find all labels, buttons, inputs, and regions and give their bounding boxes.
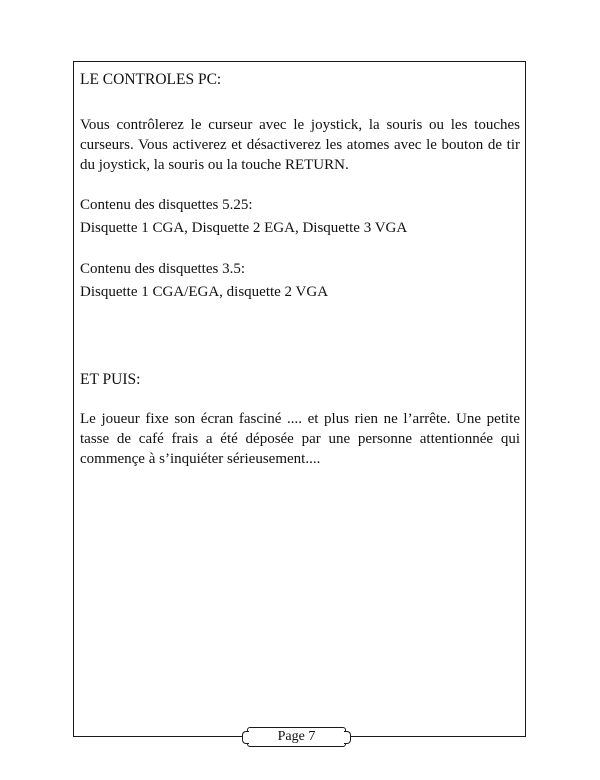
page-content <box>80 66 520 469</box>
disk-525-heading: Contenu des disquettes 5.25: <box>80 197 253 213</box>
epilogue-paragraph: Le joueur fixe son écran fasciné .... et plus rien ne l’arrête. Une petite tasse de café frais a été déposée par une personne attentionnée qui commençe à s’inquiéter sérieusement.... <box>80 411 520 467</box>
epilogue-heading: ET PUIS: <box>80 371 141 388</box>
disk-525-contents: Disquette 1 CGA, Disquette 2 EGA, Disquette 3 VGA <box>80 220 408 236</box>
controls-paragraph: Vous contrôlerez le curseur avec le joystick, la souris ou les touches curseurs. Vous activerez et désactiverez les atomes avec le bouton de tir du joystick, la souris ou la touche RETURN. <box>80 117 520 173</box>
disk-35-heading: Contenu des disquettes 3.5: <box>80 261 245 277</box>
page-number-label: Page 7 <box>247 727 346 747</box>
controls-heading: LE CONTROLES PC: <box>80 71 222 88</box>
disk-35-contents: Disquette 1 CGA/EGA, disquette 2 VGA <box>80 284 329 300</box>
